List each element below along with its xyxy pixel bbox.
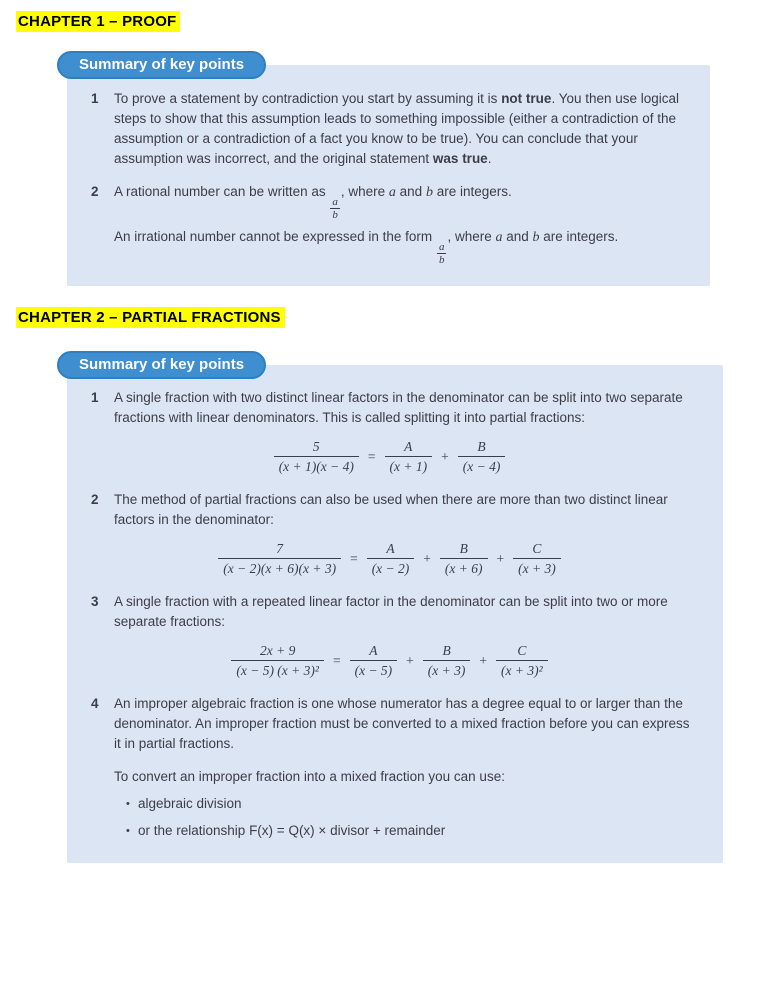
text-segment: . [487,151,492,166]
fraction: $\frac{2x + 9}{\text{(x − 5) (x + 3)²}}$ [231,642,324,679]
key-point-item [91,694,695,841]
variable-b: b [532,230,540,245]
item-text [114,694,695,841]
text-segment: To prove a statement by contradiction you start by assuming it is [114,91,502,106]
plus-sign: + [479,652,488,668]
plus-sign: + [441,448,449,464]
text-segment: The method of partial fractions can also be used when there are more than two distinct linear factors in the denominator: [114,492,668,527]
chapter-2-summary-panel [67,365,723,863]
partial-fractions-equation-1 [114,438,665,475]
item-text [114,490,695,579]
fraction: $\frac{C}{\text{(x + 3)²}}$ [496,642,548,679]
text-segment: are integers. [539,229,619,244]
key-point-item [91,388,695,477]
variable-a: a [388,185,396,200]
rational-number-line [114,182,682,221]
chapter-2-summary-block [67,356,723,863]
irrational-number-line [114,227,682,266]
fraction-a-over-b: $\frac{a}{b}$ [332,196,338,221]
chapter-2-heading-text: CHAPTER 2 – PARTIAL FRACTIONS [16,307,285,328]
chapter-1-summary-title-pill: Summary of key points [57,51,266,79]
chapter-2-heading [16,308,768,327]
equals-sign: = [367,448,376,464]
text-segment: . You then use logical steps to show that this assumption leads to something impossible (either a contradiction of the assumption or a contradiction of a fact you know to be true). You can conclude that your assumption was incorrect, and the original statement [114,91,680,166]
partial-fractions-equation-3 [114,642,665,679]
bullet-item [126,821,695,841]
item-text [114,182,682,266]
variable-b: b [425,185,433,200]
bold-segment: not true [501,91,552,106]
fraction: $\frac{B}{(x + 6)}$ [440,540,488,577]
bullet-icon: • [126,825,130,837]
plus-sign: + [423,550,431,566]
item-text [114,592,695,681]
fraction: $\frac{5}{(x + 1)(x - 4)}$ [274,438,359,475]
text-segment: An irrational number cannot be expressed in the form [114,229,436,244]
equals-sign: = [350,550,358,566]
fraction-a-over-b: $\frac{a}{b}$ [438,241,445,266]
key-point-item [91,490,695,579]
bullet-text: or the relationship F(x) = Q(x) × divisor + remainder [138,823,446,838]
item-number: 2 [91,492,99,507]
chapter-1-summary-panel [67,65,710,286]
bullet-icon: • [126,798,130,810]
fraction: $\frac{C}{(x + 3)}$ [513,540,561,577]
text-segment: , where [340,184,389,199]
fraction: $\frac{B}{(x - 4)}$ [458,438,506,475]
chapter-1-summary-block [67,56,710,286]
text-segment: A rational number can be written as [114,184,330,199]
chapter-2-summary-title-pill: Summary of key points [57,351,266,379]
chapter-1-heading [16,0,768,31]
item-number: 1 [91,91,99,106]
bold-segment: was true [432,151,488,166]
item-text [114,388,695,477]
text-segment: , where [447,229,496,244]
fraction: $\frac{A}{(x + 1)}$ [385,438,433,475]
item-number: 4 [91,696,99,711]
text-segment: A single fraction with two distinct linear factors in the denominator can be split into two separate fractions with linear denominators. This is called splitting it into partial fractions: [114,390,683,425]
key-point-item [91,592,695,681]
plus-sign: + [406,652,414,668]
text-segment: and [395,184,426,199]
item-number: 1 [91,390,99,405]
key-point-item [91,89,682,169]
bullet-item [126,794,695,814]
chapter-1-heading-text: CHAPTER 1 – PROOF [16,11,180,32]
key-point-item [91,182,682,266]
text-segment: are integers. [432,184,512,199]
text-segment: A single fraction with a repeated linear factor in the denominator can be split into two or more separate fractions: [114,594,668,629]
fraction: $\frac{7}{(x - 2)(x + 6)(x + 3)}$ [218,540,341,577]
variable-a: a [495,230,503,245]
bullet-text: algebraic division [138,796,242,811]
item-text [114,89,682,169]
plus-sign: + [496,550,505,566]
item-number: 3 [91,594,99,609]
fraction: $\frac{B}{(x + 3)}$ [423,642,471,679]
partial-fractions-equation-2 [114,540,665,577]
equals-sign: = [332,652,341,668]
fraction: $\frac{A}{(x - 5)}$ [350,642,398,679]
convert-intro-line: To convert an improper fraction into a mixed fraction you can use: [114,769,505,784]
text-segment: An improper algebraic fraction is one whose numerator has a degree equal to or larger than the denominator. An improper fraction must be converted to a mixed fraction before you can express it in partial fractions. [114,696,690,751]
text-segment: and [502,229,533,244]
item-number: 2 [91,184,99,199]
fraction: $\frac{A}{(x - 2)}$ [367,540,415,577]
